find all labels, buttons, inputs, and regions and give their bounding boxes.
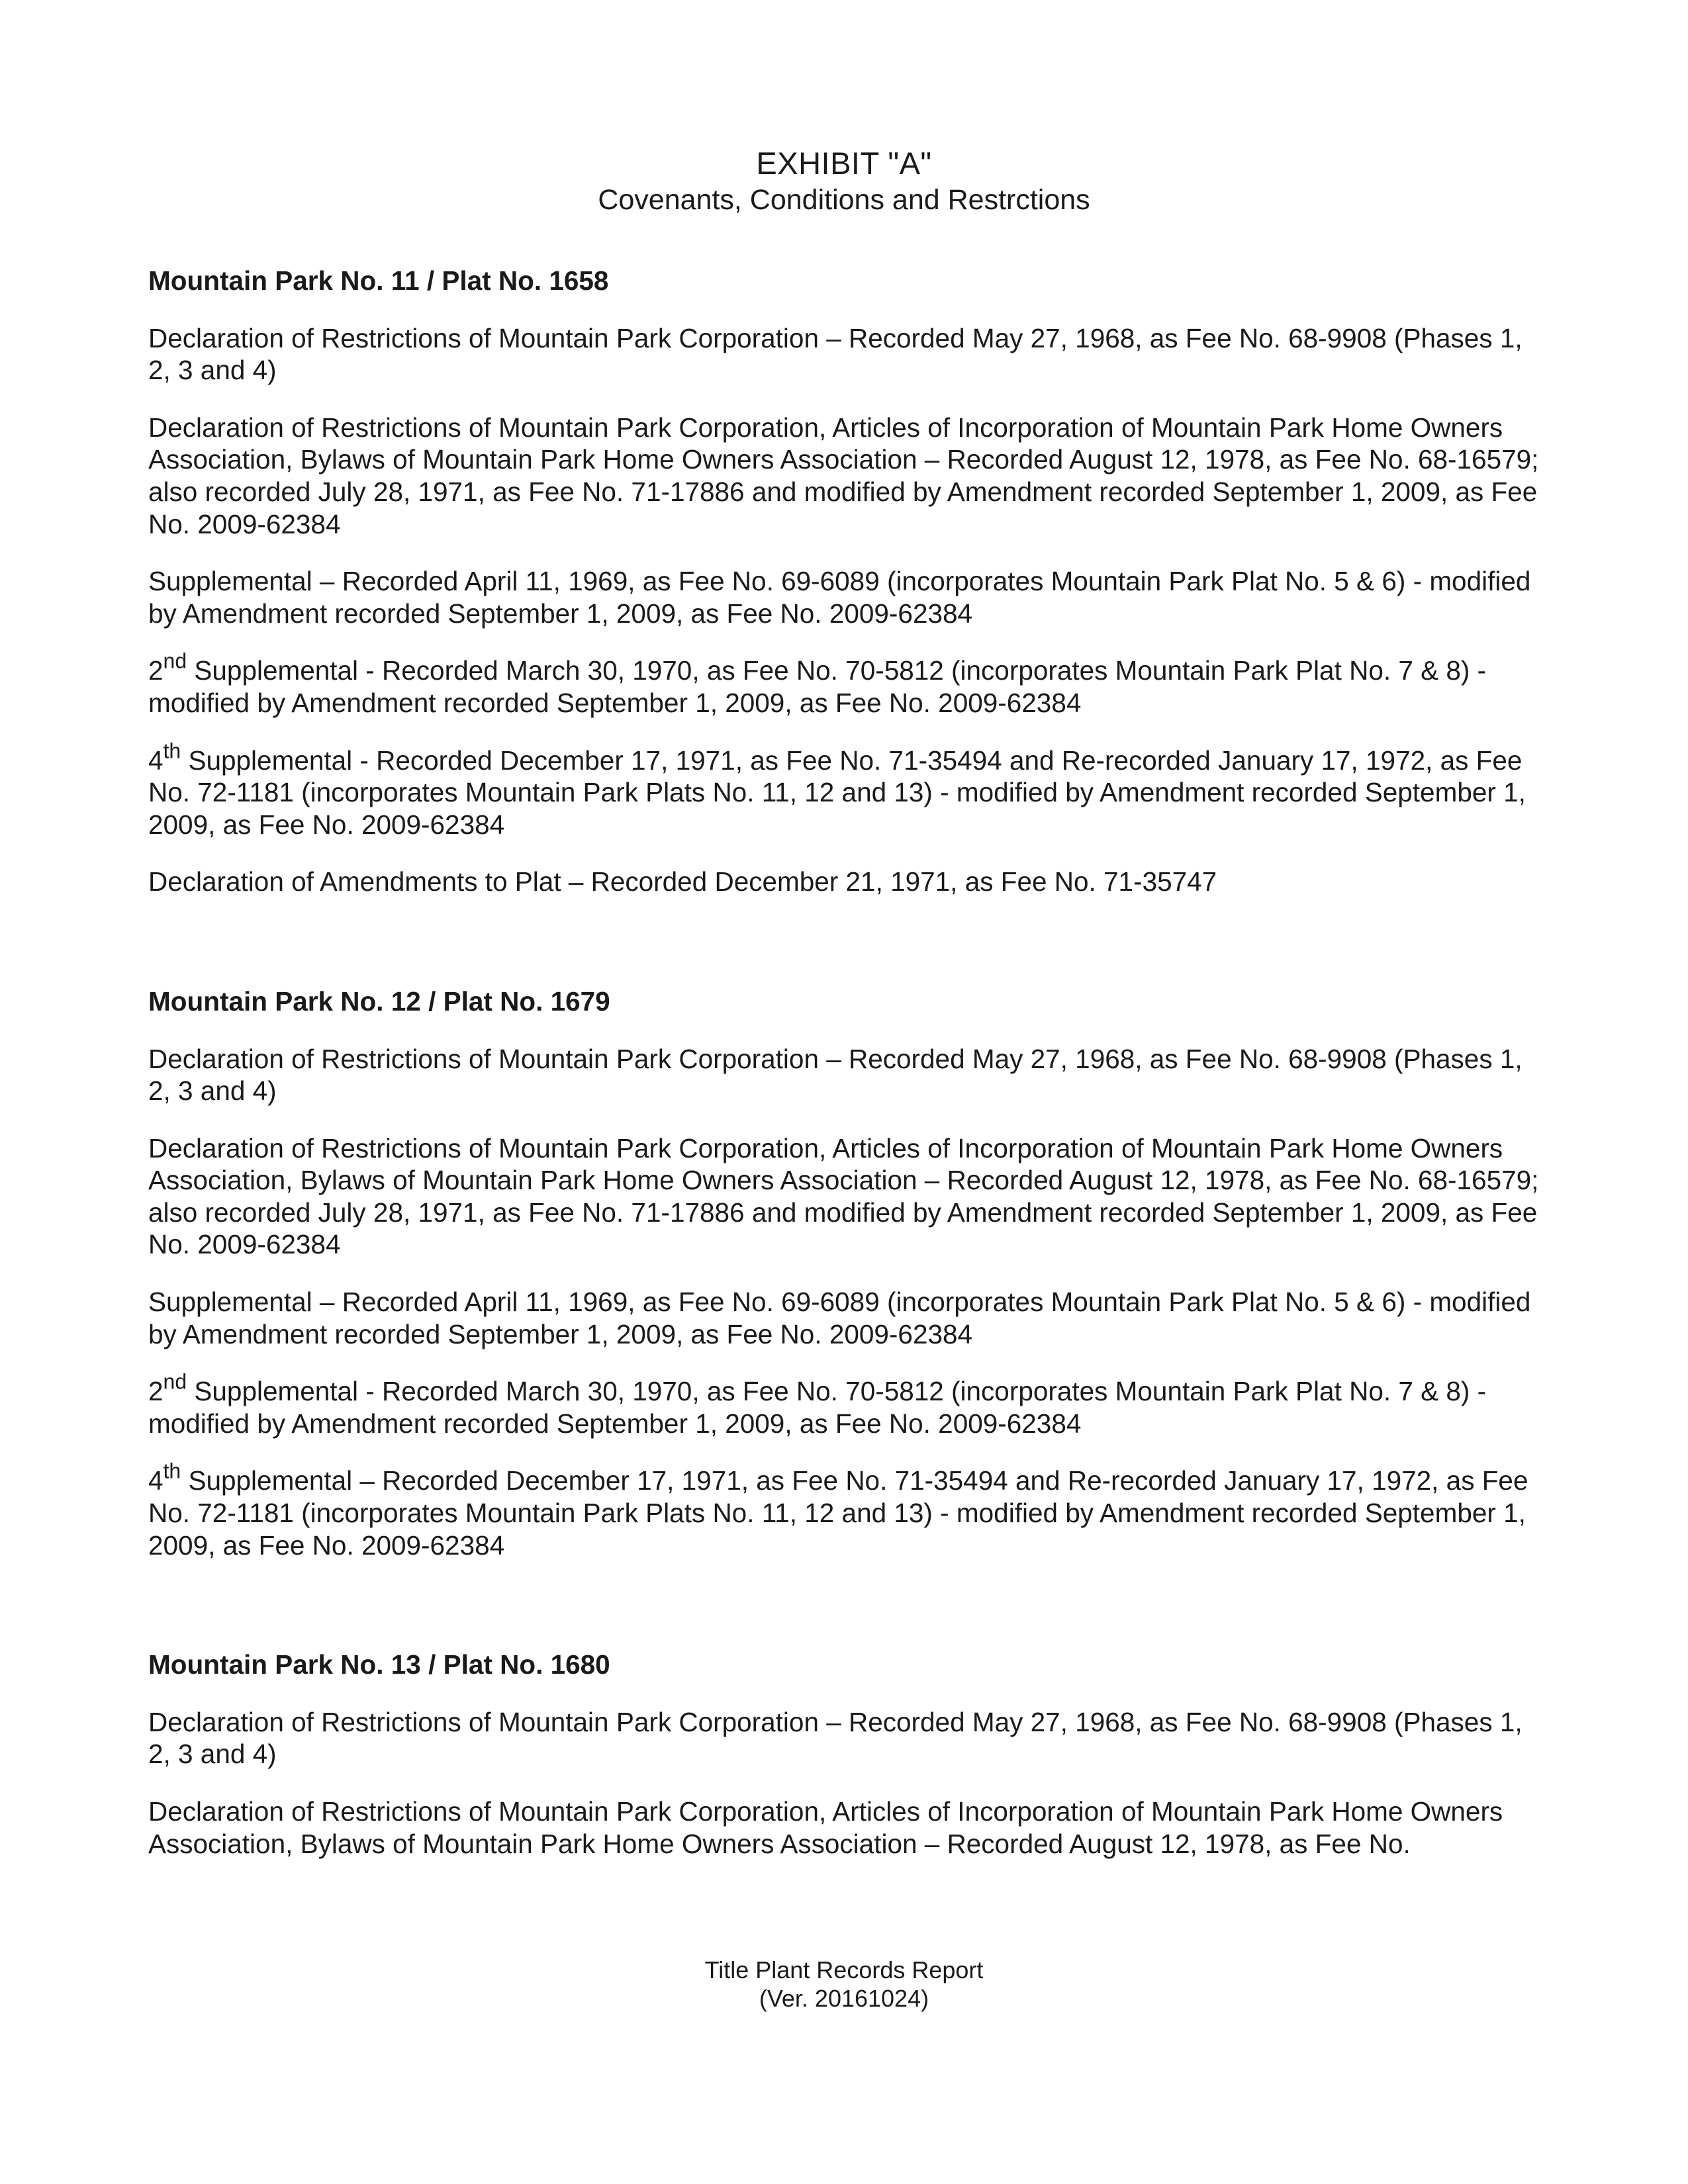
recording-entry: Declaration of Restrictions of Mountain Park Corporation – Recorded May 27, 1968, as Fee No. 68-9908 (Phases 1, 2, 3 and 4) [148,1706,1523,1770]
footer-version: (Ver. 20161024) [759,1985,929,2012]
document-footer [0,1956,1688,2013]
recording-entry: Supplemental – Recorded April 11, 1969, as Fee No. 69-6089 (incorporates Mountain Park Plat No. 5 & 6) - modified by Amendment recorded September 1, 2009, as Fee No. 2009-62384 [148,566,1531,629]
recording-entry: Supplemental – Recorded April 11, 1969, as Fee No. 69-6089 (incorporates Mountain Park Plat No. 5 & 6) - modified by Amendment recorded September 1, 2009, as Fee No. 2009-62384 [148,1287,1531,1349]
section-heading: Mountain Park No. 13 / Plat No. 1680 [148,1649,610,1680]
recording-entry: Declaration of Restrictions of Mountain Park Corporation, Articles of Incorporation of Mountain Park Home Owners Association, Bylaws of Mountain Park Home Owners Association – Recorded August 12, 1978, as Fee No. [148,1796,1503,1859]
section-mountain-park-12 [148,985,1545,1561]
footer-report-title: Title Plant Records Report [704,1956,984,1983]
exhibit-subtitle: Covenants, Conditions and Restrctions [598,184,1090,216]
exhibit-title: EXHIBIT "A" [756,146,932,181]
recording-entry: 2nd Supplemental - Recorded March 30, 1970, as Fee No. 70-5812 (incorporates Mountain Park Plat No. 7 & 8) - modified by Amendment recorded September 1, 2009, as Fee No. 2009-62384 [148,649,1487,718]
section-mountain-park-13 [148,1649,1545,1860]
recording-entry: Declaration of Amendments to Plat – Recorded December 21, 1971, as Fee No. 71-35747 [148,866,1217,897]
document-header [0,144,1688,217]
recording-entry: 2nd Supplemental - Recorded March 30, 1970, as Fee No. 70-5812 (incorporates Mountain Park Plat No. 7 & 8) - modified by Amendment recorded September 1, 2009, as Fee No. 2009-62384 [148,1369,1487,1439]
recording-entry: Declaration of Restrictions of Mountain Park Corporation – Recorded May 27, 1968, as Fee No. 68-9908 (Phases 1, 2, 3 and 4) [148,1043,1523,1107]
recording-entry: 4th Supplemental – Recorded December 17, 1971, as Fee No. 71-35494 and Re-recorded January 17, 1972, as Fee No. 72-1181 (incorporates Mountain Park Plats No. 11, 12 and 13) - modified by Amendment recorded September 1, 2009, as Fee No. 2009-62384 [148,1459,1528,1561]
document-body [148,265,1545,1885]
recording-entry: Declaration of Restrictions of Mountain Park Corporation, Articles of Incorporation of Mountain Park Home Owners Association, Bylaws of Mountain Park Home Owners Association – Recorded August 12, 1978, as Fee No. 68-16579; also recorded July 28, 1971, as Fee No. 71-17886 and modified by Amendment recorded September 1, 2009, as Fee No. 2009-62384 [148,412,1539,539]
section-heading: Mountain Park No. 12 / Plat No. 1679 [148,985,610,1017]
recording-entry: 4th Supplemental - Recorded December 17, 1971, as Fee No. 71-35494 and Re-recorded January 17, 1972, as Fee No. 72-1181 (incorporates Mountain Park Plats No. 11, 12 and 13) - modified by Amendment recorded September 1, 2009, as Fee No. 2009-62384 [148,738,1526,840]
recording-entry: Declaration of Restrictions of Mountain Park Corporation, Articles of Incorporation of Mountain Park Home Owners Association, Bylaws of Mountain Park Home Owners Association – Recorded August 12, 1978, as Fee No. 68-16579; also recorded July 28, 1971, as Fee No. 71-17886 and modified by Amendment recorded September 1, 2009, as Fee No. 2009-62384 [148,1132,1539,1260]
section-heading: Mountain Park No. 11 / Plat No. 1658 [148,265,609,296]
recording-entry: Declaration of Restrictions of Mountain Park Corporation – Recorded May 27, 1968, as Fee No. 68-9908 (Phases 1, 2, 3 and 4) [148,322,1523,386]
section-mountain-park-11 [148,265,1545,898]
